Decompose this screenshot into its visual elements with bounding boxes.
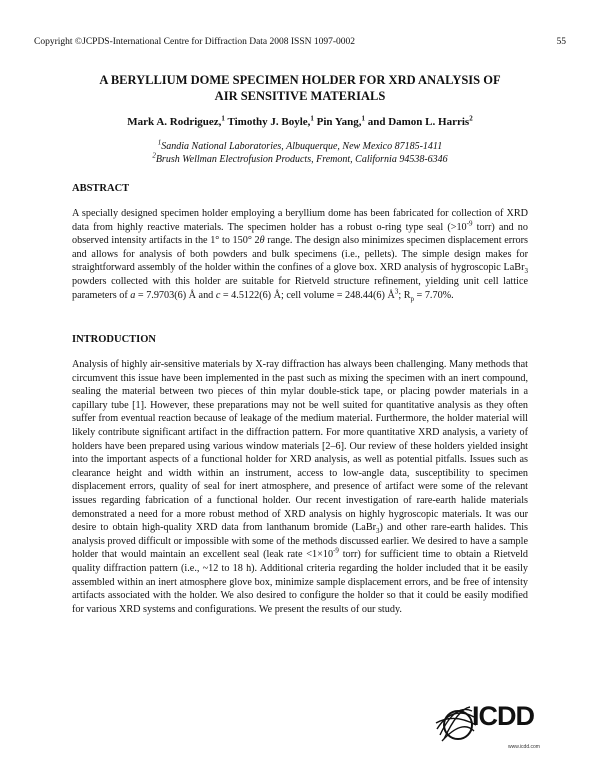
- lattice-c: c: [215, 289, 221, 301]
- affiliation-2-marker: 2: [152, 151, 156, 160]
- affiliation-1: [40, 138, 560, 152]
- abstract-text-6: = 4.5122(6) Å; cell volume = 248.44(6) Å: [220, 289, 395, 301]
- abstract-text-7: ; R: [398, 289, 411, 301]
- cube-superscript: 3: [394, 287, 399, 296]
- author-3-affil: 1: [361, 114, 365, 123]
- abstract-text-3: range. The design also minimizes specimen displacement errors and allows for analysis of both powders and bulk specimens (i.e., pellets). The simple design makes for straightforward assembly of the holder within the confines of a glove box. XRD analysis of hygroscopic LaBr: [72, 235, 528, 274]
- labr3-subscript: 3: [524, 267, 528, 276]
- title-line-1: A BERYLLIUM DOME SPECIMEN HOLDER FOR XRD ANALYSIS OF: [99, 73, 501, 87]
- copyright-header: Copyright ©JCPDS-International Centre for Diffraction Data 2008 ISSN 1097-0002: [34, 37, 356, 47]
- author-3: Pin Yang,: [316, 116, 362, 128]
- paper-title: [60, 72, 540, 104]
- rp-subscript: p: [410, 294, 414, 303]
- author-2: Timothy J. Boyle,: [227, 116, 311, 128]
- affiliation-2-text: Brush Wellman Electrofusion Products, Fremont, California 94538-6346: [155, 154, 448, 165]
- intro-text-3: torr) for sufficient time to obtain a Rietveld quality diffraction pattern (i.e., ~12 to 18 h). Additional criteria regarding the holder included that it be easily assembled within an inert atmosphere glove box, minimize sample displacement errors, and be free of intensity artifacts associated with the holder. We also desired to configure the holder so that it could be easily modified for various XRD systems and configurations. We present the results of our study.: [72, 549, 528, 615]
- intro-labr3-subscript: 3: [376, 527, 380, 536]
- abstract-paragraph: [72, 207, 528, 302]
- affiliation-1-marker: 1: [157, 138, 162, 147]
- page-number: 55: [556, 37, 566, 47]
- logo-wordmark: ICDD: [472, 701, 534, 731]
- abstract-text-4: powders collected with this holder are suitable for Rietveld structure refinement, yielding unit cell lattice parameters of: [72, 275, 528, 301]
- icdd-logo: [432, 697, 552, 759]
- affiliation-1-text: Sandia National Laboratories, Albuquerque, New Mexico 87185-1411: [161, 141, 443, 152]
- abstract-text-2: torr) and no observed intensity artifacts in the 1° to 150° 2: [72, 221, 528, 247]
- author-2-affil: 1: [310, 114, 314, 123]
- abstract-text-5: = 7.9703(6) Å and: [135, 289, 216, 301]
- intro-text-2: ) and other rare-earth halides. This analysis proved difficult or impossible with some of the methods discussed earlier. We desired to have a sample holder that would maintain an excellent seal (leak rate <1×10: [72, 522, 528, 561]
- author-list: [40, 116, 560, 128]
- introduction-heading: INTRODUCTION: [72, 334, 157, 345]
- intro-exponent: -9: [333, 546, 339, 555]
- title-line-2: AIR SENSITIVE MATERIALS: [214, 89, 386, 103]
- logo-url: www.icdd.com: [508, 744, 540, 750]
- abstract-exponent: -9: [466, 219, 473, 228]
- abstract-heading: ABSTRACT: [72, 183, 130, 194]
- introduction-paragraph: [72, 358, 528, 616]
- abstract-text-1: A specially designed specimen holder employing a beryllium dome has been fabricated for collection of XRD data from highly reactive materials. The specimen holder has a robust o-ring type seal (>10: [72, 208, 528, 233]
- author-4-affil: 2: [469, 114, 473, 123]
- lattice-a: a: [130, 289, 136, 301]
- intro-text-1: Analysis of highly air-sensitive materials by X-ray diffraction has always been challenging. Many methods that circumvent this issue have been implemented in the past such as mixing the specimen with an inert compound, sealing the material between two pieces of thin mylar double-stick tape, or placing powder materials in a capillary tube [1]. However, these preparations may not be well suited for quantitative analysis as they often suffer from eventual reaction because of leakage of the medium material. Furthermore, the holder material will likely contribute significant artifact in the diffraction pattern. For more quantitative XRD analysis, a variety of holders have been prepared using various window materials [2–6]. Our review of these holders yielded insight into the important aspects of a functional holder for XRD analysis, as well as potential pitfalls. Issues such as clearance height and width within an instrument, access to low-angle data, susceptibility to specimen displacement errors, quality of seal for inert atmosphere, and presence of artifact were some of the relevant issues regarding fabrication of a functional holder. Our recent investigation of rare-earth halide materials demonstrated a need for a more robust method of XRD analysis on highly hygroscopic materials. It was our desire to obtain high-quality XRD data from lanthanum bromide (LaBr: [72, 359, 528, 534]
- theta-symbol: θ: [259, 235, 265, 247]
- author-1: Mark A. Rodriguez,: [127, 116, 222, 128]
- author-1-affil: 1: [221, 114, 225, 123]
- author-4: and Damon L. Harris: [367, 116, 470, 128]
- affiliation-2: [40, 151, 560, 165]
- abstract-text-8: = 7.70%.: [414, 289, 454, 301]
